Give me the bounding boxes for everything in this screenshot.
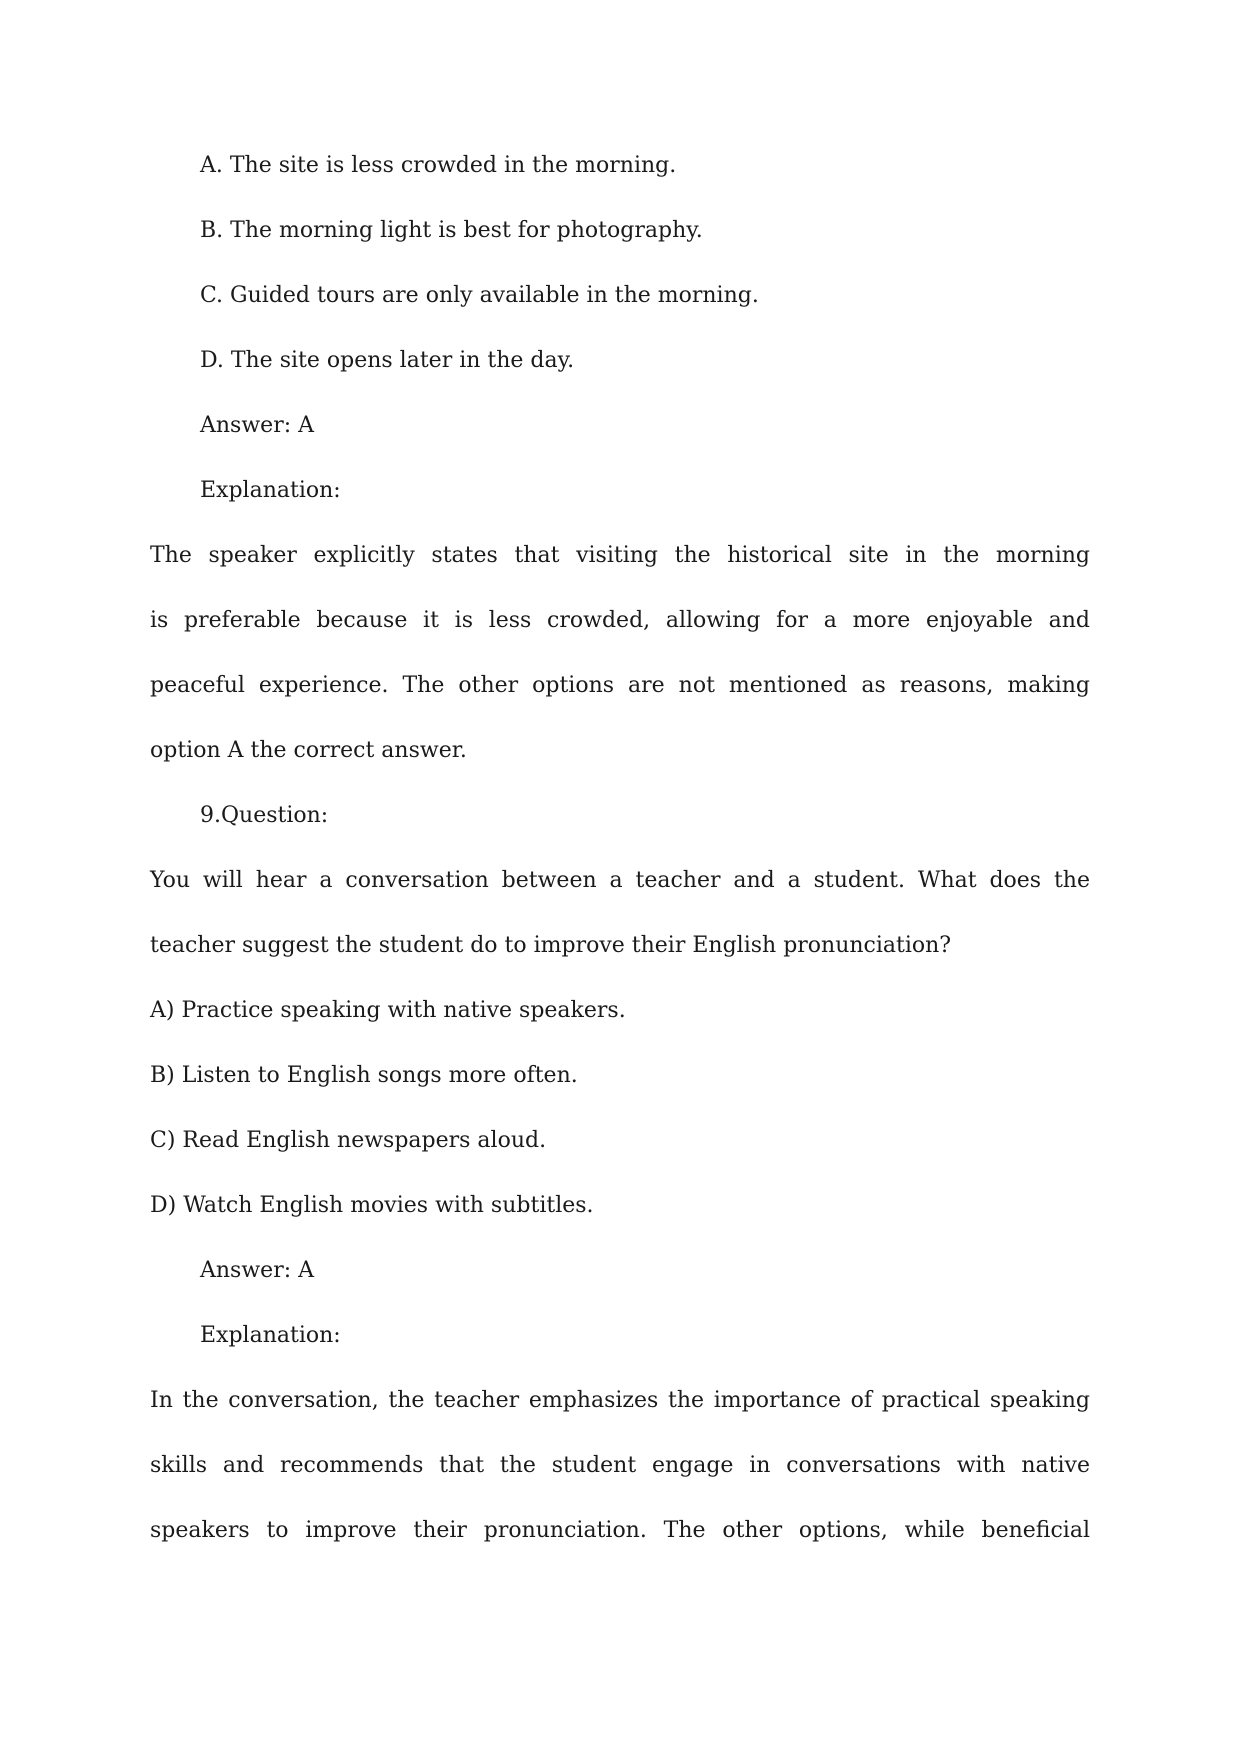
q8-explanation-line: is preferable because it is less crowded, allowing for a more enjoyable and [150,608,1090,633]
q9-explanation-line: In the conversation, the teacher emphasizes the importance of practical speaking [150,1388,1090,1413]
q9-question-line: teacher suggest the student do to improve their English pronunciation? [150,933,952,958]
q8-option-a: A. The site is less crowded in the morning. [200,153,677,178]
q8-explanation-line: peaceful experience. The other options are not mentioned as reasons, making [150,673,1090,698]
q8-option-c: C. Guided tours are only available in the morning. [200,283,759,308]
q9-explanation-line: skills and recommends that the student engage in conversations with native [150,1453,1090,1478]
q8-explanation-line: option A the correct answer. [150,738,467,763]
q9-option-c: C) Read English newspapers aloud. [150,1128,547,1153]
q9-question-line: You will hear a conversation between a teacher and a student. What does the [150,868,1090,893]
q9-option-b: B) Listen to English songs more often. [150,1063,578,1088]
q8-option-b: B. The morning light is best for photography. [200,218,703,243]
q8-answer: Answer: A [200,413,315,438]
q9-option-a: A) Practice speaking with native speakers. [150,998,626,1023]
q8-option-d: D. The site opens later in the day. [200,348,575,373]
q8-explanation-label: Explanation: [200,478,341,503]
q8-explanation-line: The speaker explicitly states that visiting the historical site in the morning [150,543,1090,568]
q9-answer: Answer: A [200,1258,315,1283]
q9-explanation-line: speakers to improve their pronunciation. The other options, while beneficial [150,1518,1090,1543]
q9-heading: 9.Question: [200,803,329,828]
q9-explanation-label: Explanation: [200,1323,341,1348]
q9-option-d: D) Watch English movies with subtitles. [150,1193,594,1218]
